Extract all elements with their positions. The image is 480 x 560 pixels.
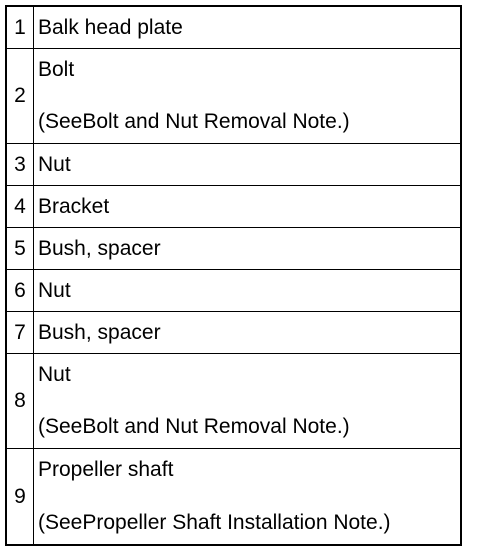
item-name: Bolt xyxy=(38,58,75,81)
table-row xyxy=(7,186,460,228)
item-name: Bracket xyxy=(38,194,110,218)
item-description xyxy=(34,186,460,227)
item-number: 4 xyxy=(7,186,34,227)
item-description xyxy=(34,312,460,353)
item-number: 3 xyxy=(7,144,34,185)
item-description xyxy=(34,144,460,185)
item-description xyxy=(34,354,460,448)
item-number: 9 xyxy=(7,449,34,544)
table-row xyxy=(7,7,460,49)
item-description xyxy=(34,228,460,269)
item-name: Nut xyxy=(38,152,71,176)
item-name: Propeller shaft xyxy=(38,458,174,481)
table-row xyxy=(7,270,460,312)
item-number: 5 xyxy=(7,228,34,269)
item-note: (SeeBolt and Nut Removal Note.) xyxy=(38,110,350,133)
item-note: (SeeBolt and Nut Removal Note.) xyxy=(38,415,350,438)
item-description xyxy=(34,270,460,311)
table-row xyxy=(7,228,460,270)
item-name: Nut xyxy=(38,278,71,302)
item-name: Bush, spacer xyxy=(38,320,161,344)
item-number: 6 xyxy=(7,270,34,311)
table-row xyxy=(7,312,460,354)
item-description xyxy=(34,7,460,48)
table-row xyxy=(7,49,460,144)
table-row xyxy=(7,144,460,186)
item-name: Bush, spacer xyxy=(38,236,161,260)
item-description xyxy=(34,49,460,143)
item-number: 2 xyxy=(7,49,34,143)
parts-legend-table xyxy=(5,5,462,546)
item-number: 1 xyxy=(7,7,34,48)
table-row xyxy=(7,449,460,544)
item-number: 8 xyxy=(7,354,34,448)
item-description xyxy=(34,449,460,544)
item-note: (SeePropeller Shaft Installation Note.) xyxy=(38,511,391,534)
table-row xyxy=(7,354,460,449)
item-name: Balk head plate xyxy=(38,15,183,39)
item-name: Nut xyxy=(38,363,71,386)
item-number: 7 xyxy=(7,312,34,353)
